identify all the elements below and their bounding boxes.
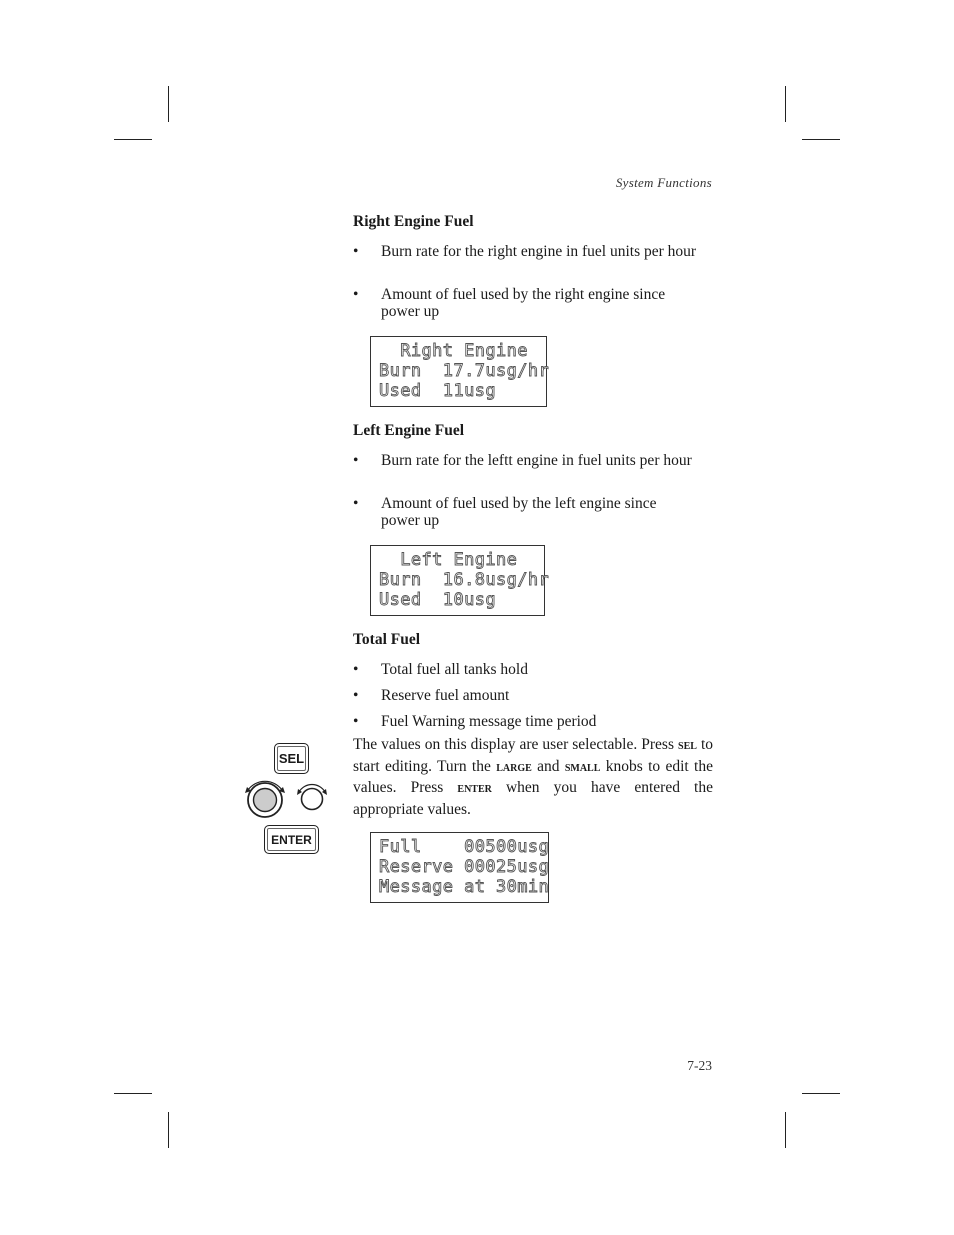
small-knob-icon: [297, 784, 327, 809]
crop-mark: [802, 139, 840, 140]
display-line: Full 00500usg: [379, 837, 550, 857]
section-title-left-engine: Left Engine Fuel: [353, 422, 465, 439]
display-line: Right Engine: [379, 341, 528, 361]
list-item: • Fuel Warning message time period: [353, 713, 597, 730]
bullet-icon: •: [353, 687, 359, 704]
sel-button-icon: SEL: [274, 743, 309, 774]
large-keyword: large: [496, 759, 532, 775]
enter-keyword: enter: [457, 781, 492, 796]
section-title-total-fuel: Total Fuel: [353, 631, 421, 648]
crop-mark: [114, 1093, 152, 1094]
list-item: • Total fuel all tanks hold: [353, 661, 528, 678]
section-title-right-engine: Right Engine Fuel: [353, 213, 474, 230]
bullet-icon: •: [353, 713, 359, 730]
crop-mark: [114, 139, 152, 140]
crop-mark: [168, 1112, 169, 1148]
list-item: • Burn rate for the right engine in fuel units per hour: [353, 243, 697, 260]
instructions-paragraph: The values on this display are user selectable. Press sel to start editing. Turn the large and small knobs to edit the values. Press enter when you have entered the appropriate values.: [353, 736, 714, 818]
display-line: Reserve 00025usg: [379, 857, 550, 877]
display-line: Message at 30min: [379, 877, 550, 897]
display-line: Burn 17.7usg/hr: [379, 361, 550, 381]
list-item: • Amount of fuel used by the left engine since power up: [353, 495, 657, 529]
list-item: • Amount of fuel used by the right engine since power up: [353, 286, 666, 320]
page-number: 7-23: [687, 1058, 712, 1073]
display-line: Left Engine: [379, 550, 518, 570]
crop-mark: [168, 86, 169, 122]
running-head: System Functions: [615, 175, 712, 190]
total-fuel-display: [370, 832, 549, 903]
bullet-icon: •: [353, 495, 359, 512]
small-keyword: small: [564, 759, 601, 775]
crop-mark: [802, 1093, 840, 1094]
bullet-icon: •: [353, 661, 359, 678]
list-item: • Reserve fuel amount: [353, 687, 510, 704]
knobs-icon: [241, 778, 333, 824]
enter-button-icon: ENTER: [264, 825, 319, 854]
left-engine-display: [370, 545, 550, 616]
sel-keyword: sel: [678, 738, 697, 753]
large-knob-icon: [245, 781, 285, 817]
crop-mark: [785, 1112, 786, 1148]
bullet-icon: •: [353, 452, 359, 469]
crop-mark: [785, 86, 786, 122]
display-line: Used 10usg: [379, 590, 496, 610]
display-line: Used 11usg: [379, 381, 496, 401]
bullet-icon: •: [353, 243, 359, 260]
bullet-icon: •: [353, 286, 359, 303]
right-engine-display: [370, 336, 550, 407]
list-item: • Burn rate for the leftt engine in fuel units per hour: [353, 452, 692, 469]
display-line: Burn 16.8usg/hr: [379, 570, 550, 590]
